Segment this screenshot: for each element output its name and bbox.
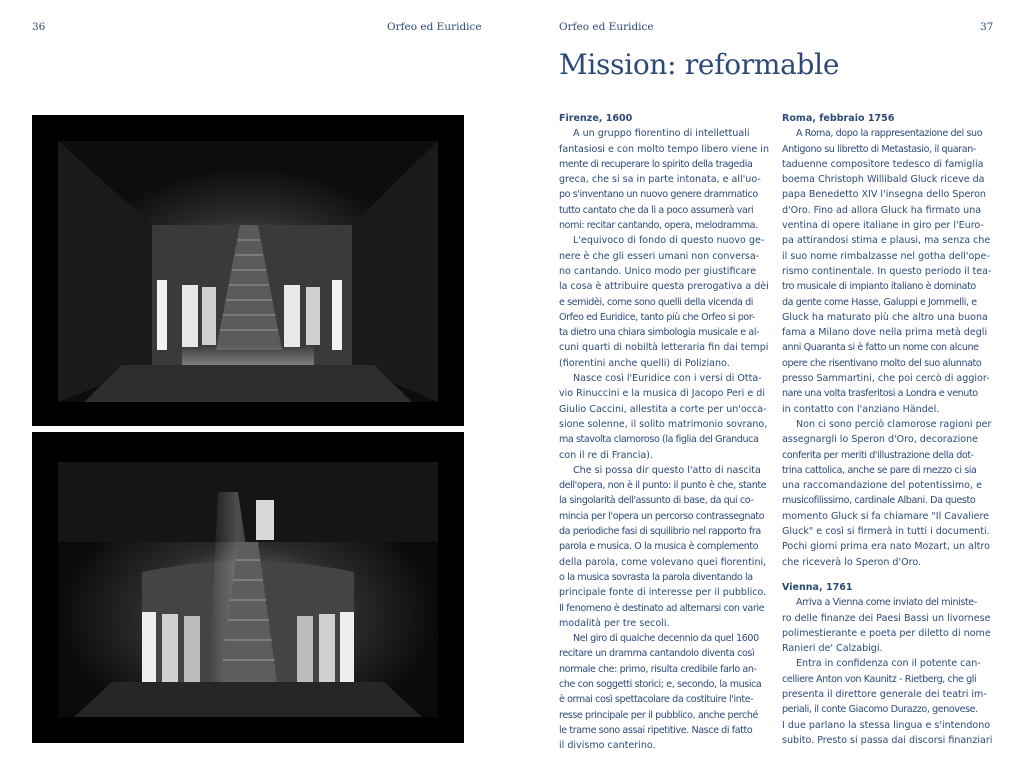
text-line: cuni quarti di nobiltà letteraria fin dai tempi xyxy=(559,342,769,354)
text-line: resse principale per il pubblico, anche perché xyxy=(559,709,758,721)
text-line: tro musicale di impianto italiano è dominato xyxy=(782,281,976,293)
text-line: rismo continentale. In questo periodo il tea- xyxy=(782,265,992,277)
text-line: della parola, come volevano quei fiorentini, xyxy=(559,556,767,568)
text-line: il suo nome rimbalzasse nel gotha dell'ope- xyxy=(782,250,990,262)
text-line: fantasiosi e con molto tempo libero viene in xyxy=(559,143,769,155)
text-line: mente di recuperare lo spirito della tragedia xyxy=(559,158,753,170)
text-line: normale che: primo, risulta credibile farlo an- xyxy=(559,663,757,675)
text-line: con il re di Francia). xyxy=(559,449,654,461)
text-line: greca, che si sa in parte intonata, e all'uo- xyxy=(559,174,761,186)
text-line: polimestierante e poeta per diletto di nome xyxy=(782,627,991,639)
text-line: modalità per tre secoli. xyxy=(559,617,670,629)
text-column-2 xyxy=(782,111,992,748)
text-line: Arriva a Vienna come inviato del ministe- xyxy=(796,597,977,609)
text-line: che con soggetti storici; e, secondo, la musica xyxy=(559,678,762,690)
text-line: ventina di opere italiane in giro per l'Euro- xyxy=(782,220,984,232)
text-line: Che si possa dir questo l'atto di nascita xyxy=(573,464,761,476)
text-line: recitare un dramma cantandolo diventa così xyxy=(559,648,755,660)
text-line: assegnargli lo Speron d'Oro, decorazione xyxy=(782,434,979,446)
text-line: conferita per meriti d'illustrazione della dot- xyxy=(782,449,974,461)
text-line: da periodiche fasi di squilibrio nel rapporto fra xyxy=(559,526,761,538)
text-line: celliere Anton von Kaunitz - Rietberg, che gli xyxy=(782,673,977,685)
text-line: Antigono su libretto di Metastasio, il quaran- xyxy=(782,143,976,155)
text-line: A Roma, dopo la rappresentazione del suo xyxy=(796,128,983,140)
text-line: nere è che gli esseri umani non conversa- xyxy=(559,250,760,262)
text-line: ma stavolta clamoroso (la figlia del Granduca xyxy=(559,434,759,446)
text-line: Nasce così l'Euridice con i versi di Otta- xyxy=(573,373,762,385)
text-line: Non ci sono perciò clamorose ragioni per xyxy=(796,418,992,430)
text-line: pa attirandosi stima e plausi, ma senza che xyxy=(782,235,991,247)
text-line: Orfeo ed Euridice, tanto più che Orfeo si por- xyxy=(559,311,755,323)
text-line: trina cattolica, anche se pare di mezzo ci sia xyxy=(782,464,977,476)
text-line: nomi: recitar cantando, opera, melodramma. xyxy=(559,220,758,232)
section-heading: Vienna, 1761 xyxy=(782,581,853,593)
text-line: vio Rinuccini e la musica di Jacopo Peri e di xyxy=(559,388,765,400)
text-line: dell'opera, non è il punto: il punto è che, stante xyxy=(559,480,767,492)
section-heading: Roma, febbraio 1756 xyxy=(782,113,895,124)
text-column-1 xyxy=(559,111,769,753)
chapter-title: Mission: reformable xyxy=(559,48,840,81)
text-line: mincia per l'opera un percorso contrassegnato xyxy=(559,510,765,522)
text-line: una raccomandazione del potentissimo, e xyxy=(782,480,982,492)
text-line: la singolarità dell'assunto di base, da qui co- xyxy=(559,495,754,507)
text-line: fama a Milano dove nella prima metà degli xyxy=(782,327,988,339)
text-line: presso Sammartini, che poi cercò di aggior- xyxy=(782,373,990,385)
text-line: opere che risentivano molto del suo alunnato xyxy=(782,357,982,369)
text-line: d'Oro. Fino ad allora Gluck ha firmato una xyxy=(782,204,982,216)
text-line: presenta il direttore generale dei teatri im- xyxy=(782,688,987,700)
text-line: sione solenne, il solito matrimonio sovrano, xyxy=(559,418,768,430)
stage-photo-bottom xyxy=(32,432,464,743)
text-line: parola e musica. O la musica è complemento xyxy=(559,541,759,553)
text-line: taduenne compositore tedesco di famiglia xyxy=(782,158,984,170)
text-line: le trame sono assai ripetitive. Nasce di fatto xyxy=(559,724,753,736)
text-line: momento Gluck si fa chiamare "Il Cavaliere xyxy=(782,510,990,522)
text-line: Nel giro di qualche decennio da quel 1600 xyxy=(573,633,759,645)
left-page-number: 36 xyxy=(32,21,46,33)
text-line: tutto cantato che da lì a poco assumerà vari xyxy=(559,204,754,216)
text-line: papa Benedetto XIV l'insegna dello Speron xyxy=(782,189,986,201)
text-line: I due parlano la stessa lingua e s'intendono xyxy=(782,719,991,731)
text-line: A un gruppo fiorentino di intellettuali xyxy=(573,128,750,140)
text-line: o la musica sovrasta la parola diventando la xyxy=(559,571,753,583)
text-line: da gente come Hasse, Galuppi e Jommelli, e xyxy=(782,296,977,308)
text-line: musicofilissimo, cardinale Albani. Da questo xyxy=(782,495,976,507)
text-line: Ranieri de' Calzabigi. xyxy=(782,643,883,655)
text-line: boema Christoph Willibald Gluck riceve da xyxy=(782,174,985,186)
text-line: Gluck ha maturato più che altro una buona xyxy=(782,311,988,323)
section-heading: Firenze, 1600 xyxy=(559,113,633,124)
text-line: anni Quaranta si è fatto un nome con alcune xyxy=(782,342,979,354)
text-line: subito. Presto si passa dai discorsi finanziari xyxy=(782,734,992,746)
left-running-head: Orfeo ed Euridice xyxy=(387,21,482,33)
text-line: po s'inventano un nuovo genere drammatico xyxy=(559,189,758,201)
text-line: Giulio Caccini, allestita a corte per un'occa- xyxy=(559,403,767,415)
text-line: in contatto con l'anziano Händel. xyxy=(782,403,940,415)
stage-photo-top xyxy=(32,115,464,426)
text-line: il divismo canterino. xyxy=(559,740,656,752)
right-running-head: Orfeo ed Euridice xyxy=(559,21,654,33)
right-page-number: 37 xyxy=(980,21,994,33)
text-line: Pochi giorni prima era nato Mozart, un altro xyxy=(782,541,990,553)
text-line: Entra in confidenza con il potente can- xyxy=(796,658,981,670)
text-line: Gluck" e così si firmerà in tutti i documenti. xyxy=(782,526,990,538)
text-line: Il fenomeno è destinato ad alternarsi con varie xyxy=(559,602,765,614)
text-line: e semidèi, come sono quelli della vicenda di xyxy=(559,296,754,308)
text-line: che riceverà lo Speron d'Oro. xyxy=(782,556,922,568)
text-line: la cosa è attribuire questa prerogativa a dèi xyxy=(559,281,769,293)
text-line: L'equivoco di fondo di questo nuovo ge- xyxy=(573,235,765,247)
text-line: (fiorentini anche quelli) di Poliziano. xyxy=(559,357,730,369)
text-line: periali, il conte Giacomo Durazzo, genovese. xyxy=(782,704,978,716)
text-line: è ormai così spettacolare da costituire l'inte- xyxy=(559,694,754,706)
text-line: ro delle finanze dei Paesi Bassi un livornese xyxy=(782,612,991,624)
text-line: principale fonte di interesse per il pubblico. xyxy=(559,587,767,599)
text-line: nare una volta trasferitosi a Londra e venuto xyxy=(782,388,978,400)
text-line: no cantando. Unico modo per giustificare xyxy=(559,265,757,277)
text-line: ta dietro una chiara simbologia musicale e al- xyxy=(559,327,760,339)
section-gap xyxy=(782,570,992,580)
